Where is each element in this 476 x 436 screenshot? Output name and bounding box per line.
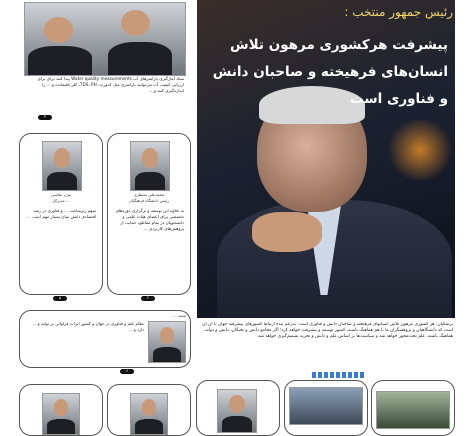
top-story-page[interactable]: ۳ [38,115,52,120]
profile-name: محمدعلی منتظری [133,192,165,197]
profile-text: نظام علم و فناوری در جهان و کشور اثرات فراوانی بر تولید و ... دارد و ... [32,321,144,332]
profile-text: سهم زیرساخت ... و فناوری در رشد اقتصادی دانش بنیان بسیار مهم است ... [26,208,96,219]
bottom-card[interactable] [19,384,103,436]
profile-text: به علاوه این توسعه و برگزاری دوره‌های تخصصی برای اعضای هیات علمی و دانشجویان در تمام مقاطع، حمایت از پژوهش‌های کاربردی ... [115,208,184,231]
bottom-card[interactable] [284,380,368,436]
bottom-card[interactable] [371,380,455,436]
profile-name: بیژن عباسی [50,192,72,197]
ornament-divider [312,372,366,378]
profile-card-wide[interactable] [19,310,191,368]
bottom-card-photo [130,393,168,435]
profile-card[interactable] [107,133,191,295]
bottom-card-photo [217,389,257,433]
profile-card[interactable] [19,133,103,295]
profile-name: مجید ... [172,313,186,318]
profile-page[interactable]: ۷ [120,369,134,374]
hero-kicker: رئیس جمهور منتخب : [344,5,453,19]
bottom-card-photo [42,393,80,435]
bottom-card[interactable] [196,380,280,436]
profile-photo [42,141,82,191]
bottom-card-photo [376,391,450,429]
profile-role: رئیس دانشگاه فرهنگیان [129,198,169,203]
hero-caption: پزشکیان: هر کشوری مرهون تلاش انسانهای فرهیخته و صاحبان دانش و فناوری است. به‌زعم بنده ارتباط کشورهای پیشرفته جهان با آن ان است که دانشگاهیان و پژوهشگران ما با هم هماهنگ باشند، کشور توسعه و پیشرفت خواهد کرد؛ اگر مجامع دانش و نخبگان، دانش و دولت هماهنگ باشند، علم بحث‌محور خواهد شد و سیاست‌ها بر اساس علم و دانش و تجربه تصمیم‌گیری خواهد شد. [202,322,453,339]
top-story-photo[interactable] [24,2,186,76]
hero-headline[interactable]: پیشرفت هرکشوری مرهون تلاش انسان‌های فرهیخته و صاحبان دانش و فناوری است [212,37,448,107]
profile-role: مدیرکل ... [52,198,70,203]
right-margin [456,0,476,318]
profile-photo [130,141,170,191]
background-lamp [385,120,455,180]
hero-figure-hands [252,212,322,252]
bottom-card-photo [289,387,363,425]
profile-page[interactable]: ۵ [53,296,67,301]
profile-photo [148,321,186,363]
bottom-card[interactable] [107,384,191,436]
top-story-text: ستاد آمارگیری پارامترهای آب Water quality measurements پیدا کنند برای برای ارزیابی کیفیت آب می‌توانند پارامتری مثل کدورت، TDS، PH، کلر باقیمانده و ... را اندازه‌گیری کنند و ... [37,76,184,93]
profile-page[interactable]: ۴ [141,296,155,301]
